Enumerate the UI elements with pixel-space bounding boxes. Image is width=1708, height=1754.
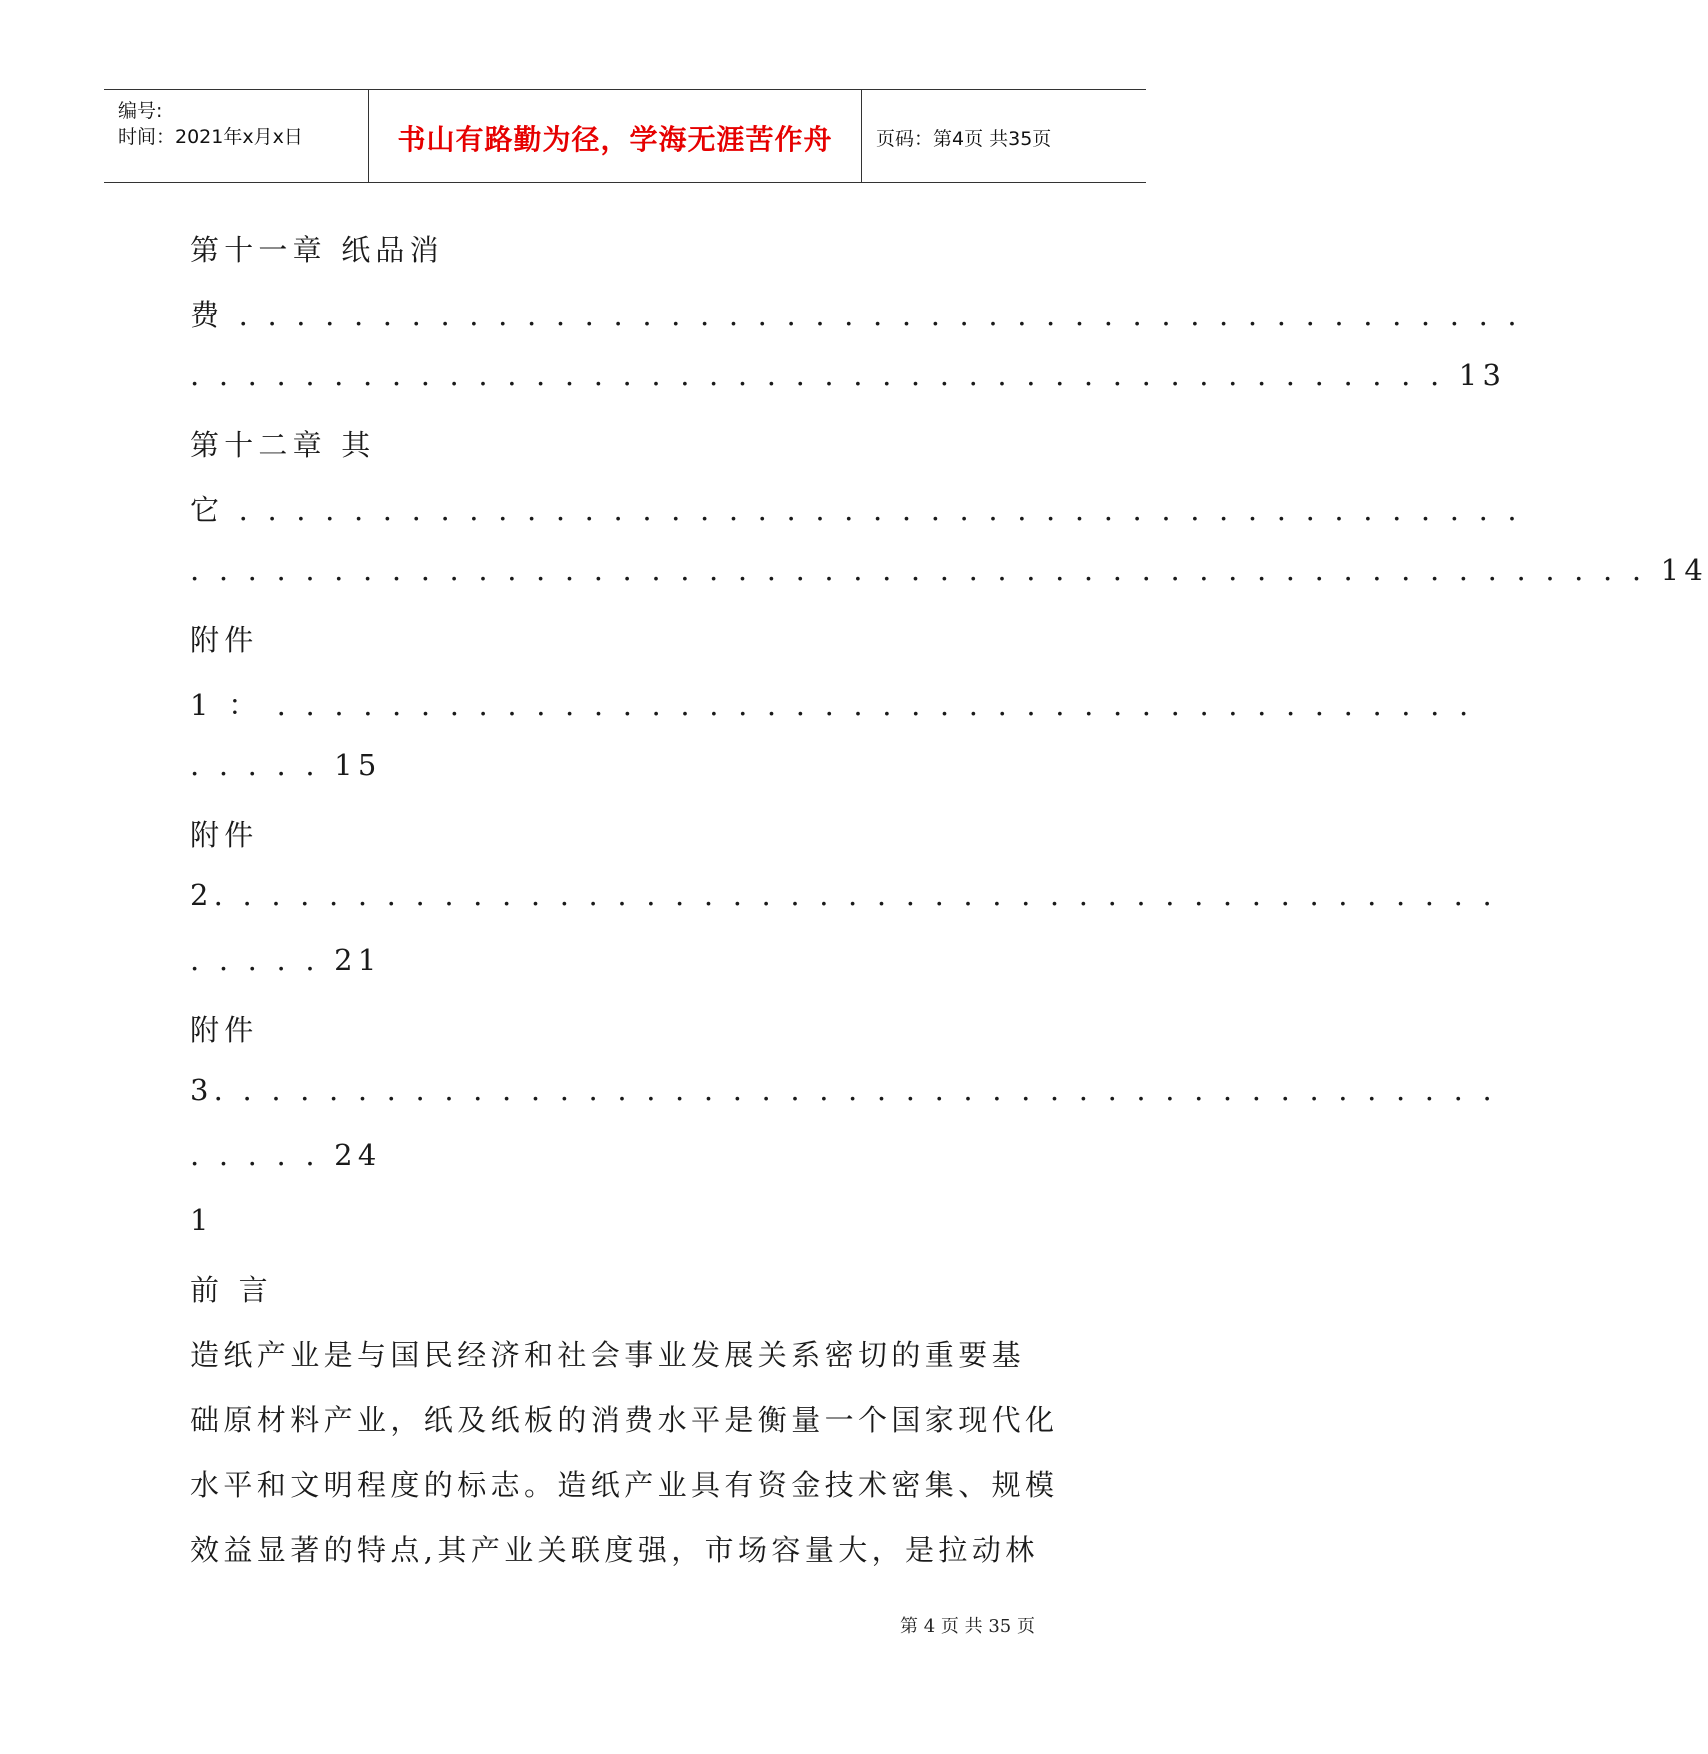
header-motto-cell [369,90,862,182]
toc-line: 3. . . . . . . . . . . . . . . . . . . . . . . . . . . . . . . . . . . . . . . . . . . . . [190,1073,1497,1107]
toc-line: 它 . . . . . . . . . . . . . . . . . . . . . . . . . . . . . . . . . . . . . . . . . . . . . [190,493,1522,527]
toc-line: . . . . . . . . . . . . . . . . . . . . . . . . . . . . . . . . . . . . . . . . . . . . . . . . . . . 14 [190,553,1708,587]
number-label: 编号: [118,100,163,122]
toc-line: 第十一章 纸品消 [190,233,444,267]
time-label: 时间：2021年x月x日 [118,126,303,148]
motto: 书山有路勤为径，学海无涯苦作舟 [397,123,833,156]
toc-line: . . . . . . . . . . . . . . . . . . . . . . . . . . . . . . . . . . . . . . . . . . . . 13 [190,358,1507,392]
toc-line: . . . . . 21 [190,943,382,977]
section-title: 前 言 [190,1273,273,1307]
toc-line: 附件 [190,1013,259,1047]
header-left-cell [104,90,369,182]
page-code: 页码：第4页 共35页 [876,128,1052,150]
body-paragraph-line: 础原材料产业，纸及纸板的消费水平是衡量一个国家现代化 [190,1403,1059,1437]
body-paragraph-line: 造纸产业是与国民经济和社会事业发展关系密切的重要基 [190,1338,1026,1372]
body-paragraph-line: 效益显著的特点,其产业关联度强，市场容量大，是拉动林 [190,1533,1039,1567]
toc-line: . . . . . 15 [190,748,382,782]
toc-line: 费 . . . . . . . . . . . . . . . . . . . . . . . . . . . . . . . . . . . . . . . . . . . . . [190,298,1522,332]
toc-line: 第十二章 其 [190,428,376,462]
toc-line: . . . . . 24 [190,1138,382,1172]
toc-line: 1 ： . . . . . . . . . . . . . . . . . . . . . . . . . . . . . . . . . . . . . . . . . . [190,688,1474,722]
toc-line: 1 [190,1203,214,1237]
toc-line: 2. . . . . . . . . . . . . . . . . . . . . . . . . . . . . . . . . . . . . . . . . . . . . [190,878,1497,912]
header-right-cell [862,90,1146,182]
page-header [104,89,1146,183]
toc-line: 附件 [190,818,259,852]
body-paragraph-line: 水平和文明程度的标志。造纸产业具有资金技术密集、规模 [190,1468,1059,1502]
page-footer: 第 4 页 共 35 页 [900,1616,1035,1637]
toc-line: 附件 [190,623,259,657]
